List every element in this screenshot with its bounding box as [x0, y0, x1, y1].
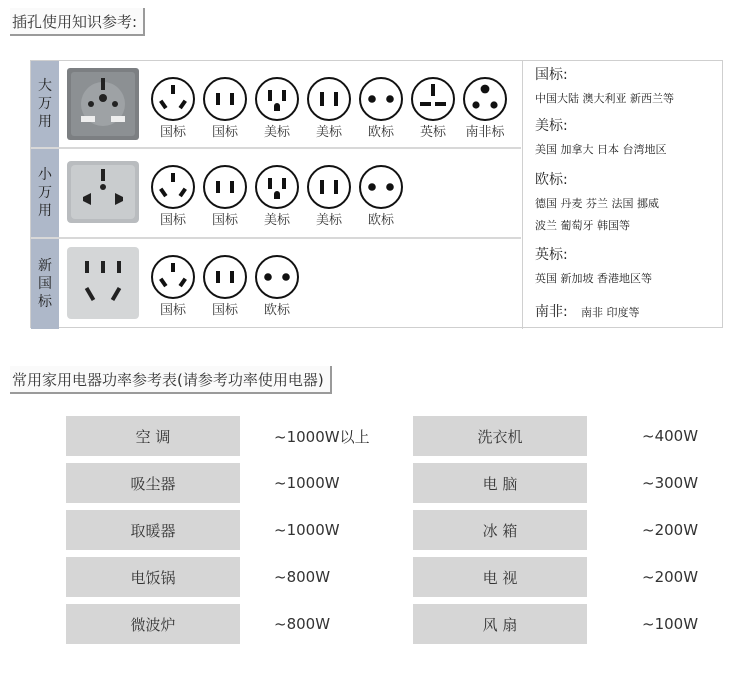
- row-separator: [31, 237, 521, 239]
- socket-cn3-icon: [149, 163, 197, 228]
- power-value: ~400W: [642, 427, 699, 445]
- socket-label: 美标: [263, 125, 290, 140]
- standard-heading: 英标:: [535, 247, 568, 263]
- socket-label: 国标: [159, 213, 186, 228]
- power-value: ~1000W以上: [274, 427, 370, 446]
- power-value: ~100W: [642, 615, 699, 633]
- row-label: [31, 239, 59, 329]
- socket-label: 国标: [159, 125, 186, 140]
- socket-cn2-icon: [201, 253, 249, 318]
- standard-countries: 波兰 葡萄牙 韩国等: [535, 219, 630, 232]
- standard-heading: 南非:: [535, 304, 568, 320]
- standard-countries: 美国 加拿大 日本 台湾地区: [535, 143, 667, 156]
- socket-label: 国标: [211, 213, 238, 228]
- socket-label: 欧标: [367, 213, 394, 228]
- standard-countries: 英国 新加坡 香港地区等: [535, 272, 652, 285]
- power-value: ~1000W: [274, 521, 340, 539]
- row-label-char: 国: [38, 276, 52, 292]
- row-separator: [31, 147, 521, 149]
- standard-heading: 欧标:: [535, 172, 568, 188]
- row-label: [31, 61, 59, 147]
- appliance-cell: 风 扇: [413, 604, 587, 644]
- appliance-cell: 空 调: [66, 416, 240, 456]
- socket-za-icon: [461, 75, 509, 140]
- standard-countries: 中国大陆 澳大利亚 新西兰等: [535, 92, 674, 105]
- row-label-char: 大: [38, 78, 52, 94]
- socket-label: 美标: [315, 125, 342, 140]
- power-value: ~1000W: [274, 474, 340, 492]
- socket-guide-title: 插孔使用知识参考:: [10, 8, 145, 36]
- socket-eu-icon: [253, 253, 301, 318]
- row-label-char: 用: [38, 114, 52, 130]
- appliance-cell: 电 脑: [413, 463, 587, 503]
- socket-label: 美标: [263, 213, 290, 228]
- standard-heading: 美标:: [535, 118, 568, 134]
- table-divider: [522, 61, 523, 329]
- socket-label: 英标: [419, 125, 446, 140]
- socket-label: 欧标: [367, 125, 394, 140]
- appliance-cell: 取暖器: [66, 510, 240, 550]
- row-label-char: 标: [38, 294, 52, 310]
- socket-photo: [67, 68, 139, 144]
- socket-label: 国标: [211, 303, 238, 318]
- socket-reference-table: [30, 60, 723, 328]
- row-label-char: 新: [38, 258, 52, 274]
- row-label-char: 用: [38, 203, 52, 219]
- standard-countries: 南非 印度等: [581, 306, 640, 319]
- socket-us3-icon: [253, 75, 301, 140]
- row-label-char: 万: [38, 96, 52, 112]
- socket-label: 国标: [159, 303, 186, 318]
- socket-eu-icon: [357, 163, 405, 228]
- appliance-cell: 冰 箱: [413, 510, 587, 550]
- appliance-cell: 电饭锅: [66, 557, 240, 597]
- socket-cn2-icon: [201, 163, 249, 228]
- appliance-cell: 吸尘器: [66, 463, 240, 503]
- power-value: ~800W: [274, 568, 331, 586]
- socket-cn3-icon: [149, 75, 197, 140]
- socket-photo: [67, 161, 139, 227]
- socket-label: 欧标: [263, 303, 290, 318]
- socket-label: 国标: [211, 125, 238, 140]
- socket-us3-icon: [253, 163, 301, 228]
- socket-uk-icon: [409, 75, 457, 140]
- appliance-cell: 洗衣机: [413, 416, 587, 456]
- appliance-cell: 电 视: [413, 557, 587, 597]
- power-value: ~300W: [642, 474, 699, 492]
- power-value: ~200W: [642, 521, 699, 539]
- power-value: ~200W: [642, 568, 699, 586]
- socket-cn3-icon: [149, 253, 197, 318]
- row-label-char: 万: [38, 185, 52, 201]
- socket-us2-icon: [305, 75, 353, 140]
- socket-photo: [67, 247, 139, 323]
- appliance-cell: 微波炉: [66, 604, 240, 644]
- socket-us2-icon: [305, 163, 353, 228]
- row-label: [31, 149, 59, 237]
- socket-cn2-icon: [201, 75, 249, 140]
- row-label-char: 小: [38, 167, 52, 183]
- power-table-title: 常用家用电器功率参考表(请参考功率使用电器): [10, 366, 332, 394]
- standard-heading: 国标:: [535, 67, 568, 83]
- socket-label: 南非标: [465, 125, 505, 140]
- socket-label: 美标: [315, 213, 342, 228]
- standard-countries: 德国 丹麦 芬兰 法国 挪威: [535, 197, 659, 210]
- socket-eu-icon: [357, 75, 405, 140]
- power-value: ~800W: [274, 615, 331, 633]
